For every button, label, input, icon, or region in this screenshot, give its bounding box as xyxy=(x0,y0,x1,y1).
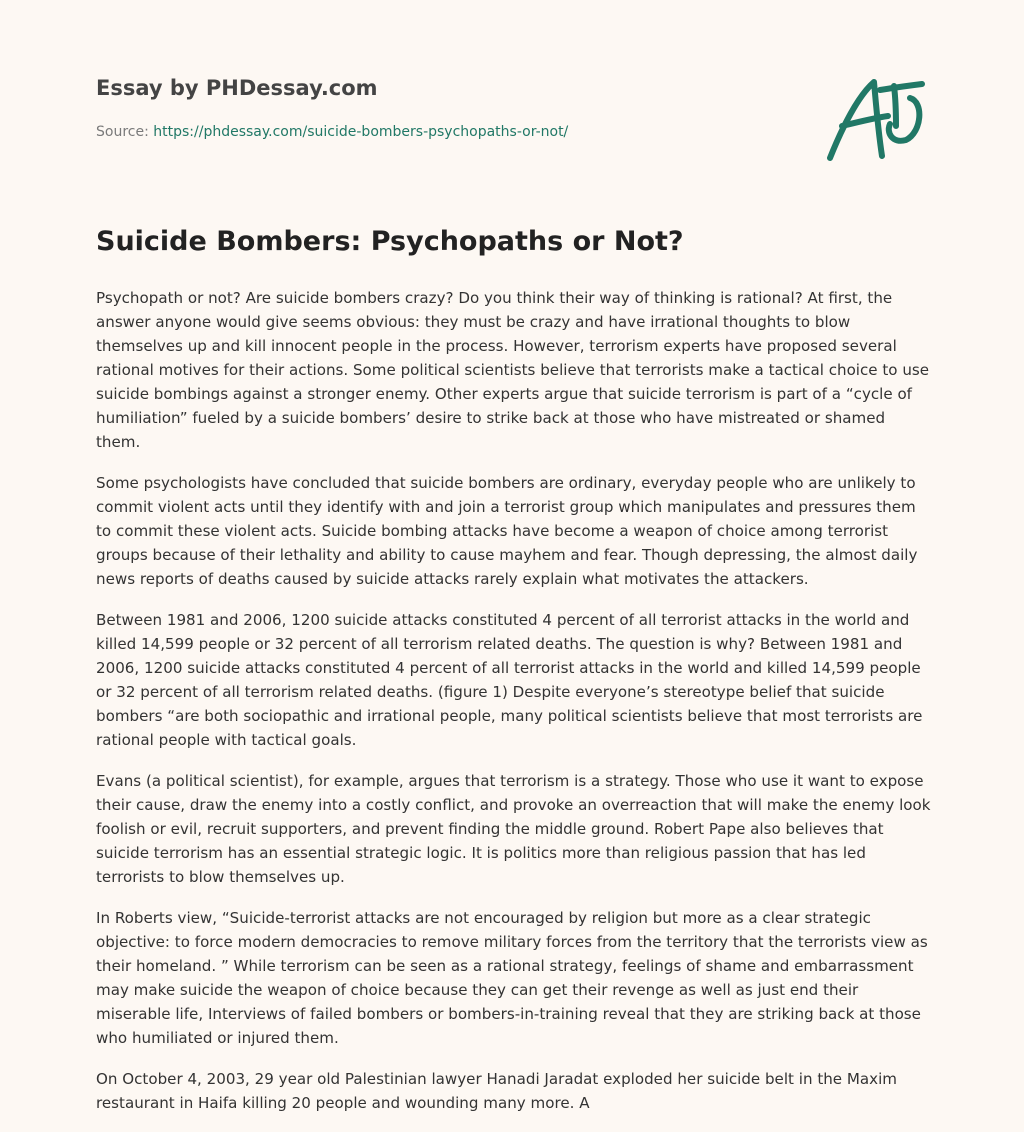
essay-paragraph-2: Some psychologists have concluded that suicide bombers are ordinary, everyday people who are unlikely to commit violent acts until they identify with and join a terrorist group which manipulates and pressures them to commit these violent acts. Suicide bombing attacks have become a weapon of choice among terrorist groups because of their lethality and ability to cause mayhem and fear. Though depressing, the almost daily news reports of deaths caused by suicide attacks rarely explain what motivates the attackers. xyxy=(96,474,918,588)
site-title: Essay by PHDessay.com xyxy=(96,76,378,100)
essay-paragraph-4: Evans (a political scientist), for example, argues that terrorism is a strategy. Those who use it want to expose their cause, draw the enemy into a costly conflict, and provoke an overreaction that will make the enemy look foolish or evil, recruit supporters, and prevent finding the middle ground. Robert Pape also believes that suicide terrorism has an essential strategic logic. It is politics more than religious passion that has led terrorists to blow themselves up. xyxy=(96,772,931,886)
source-link[interactable]: https://phdessay.com/suicide-bombers-psychopaths-or-not/ xyxy=(153,124,569,140)
essay-body xyxy=(96,286,932,1132)
source-line xyxy=(96,124,568,140)
essay-paragraph-6: On October 4, 2003, 29 year old Palestinian lawyer Hanadi Jaradat exploded her suicide belt in the Maxim restaurant in Haifa killing 20 people and wounding many more. A xyxy=(96,1070,897,1112)
source-label: Source: xyxy=(96,124,149,140)
essay-paragraph-3: Between 1981 and 2006, 1200 suicide attacks constituted 4 percent of all terrorist attacks in the world and killed 14,599 people or 32 percent of all terrorism related deaths. The question is why? Between 1981 and 2006, 1200 suicide attacks constituted 4 percent of all terrorist attacks in the world and killed 14,599 people or 32 percent of all terrorism related deaths. (figure 1) Despite everyone’s stereotype belief that suicide bombers “are both sociopathic and irrational people, many political scientists believe that most terrorists are rational people with tactical goals. xyxy=(96,611,923,749)
essay-title: Suicide Bombers: Psychopaths or Not? xyxy=(96,226,684,257)
a-plus-logo-icon xyxy=(824,68,928,164)
essay-paragraph-1: Psychopath or not? Are suicide bombers crazy? Do you think their way of thinking is rational? At first, the answer anyone would give seems obvious: they must be crazy and have irrational thoughts to blow themselves up and kill innocent people in the process. However, terrorism experts have proposed several rational motives for their actions. Some political scientists believe that terrorists make a tactical choice to use suicide bombings against a stronger enemy. Other experts argue that suicide terrorism is part of a “cycle of humiliation” fueled by a suicide bombers’ desire to strike back at those who have mistreated or shamed them. xyxy=(96,289,930,451)
essay-paragraph-5: In Roberts view, “Suicide-terrorist attacks are not encouraged by religion but more as a clear strategic objective: to force modern democracies to remove military forces from the territory that the terrorists view as their homeland. ” While terrorism can be seen as a rational strategy, feelings of shame and embarrassment may make suicide the weapon of choice because they can get their revenge as well as just end their miserable life, Interviews of failed bombers or bombers-in-training reveal that they are striking back at those who humiliated or injured them. xyxy=(96,909,928,1047)
